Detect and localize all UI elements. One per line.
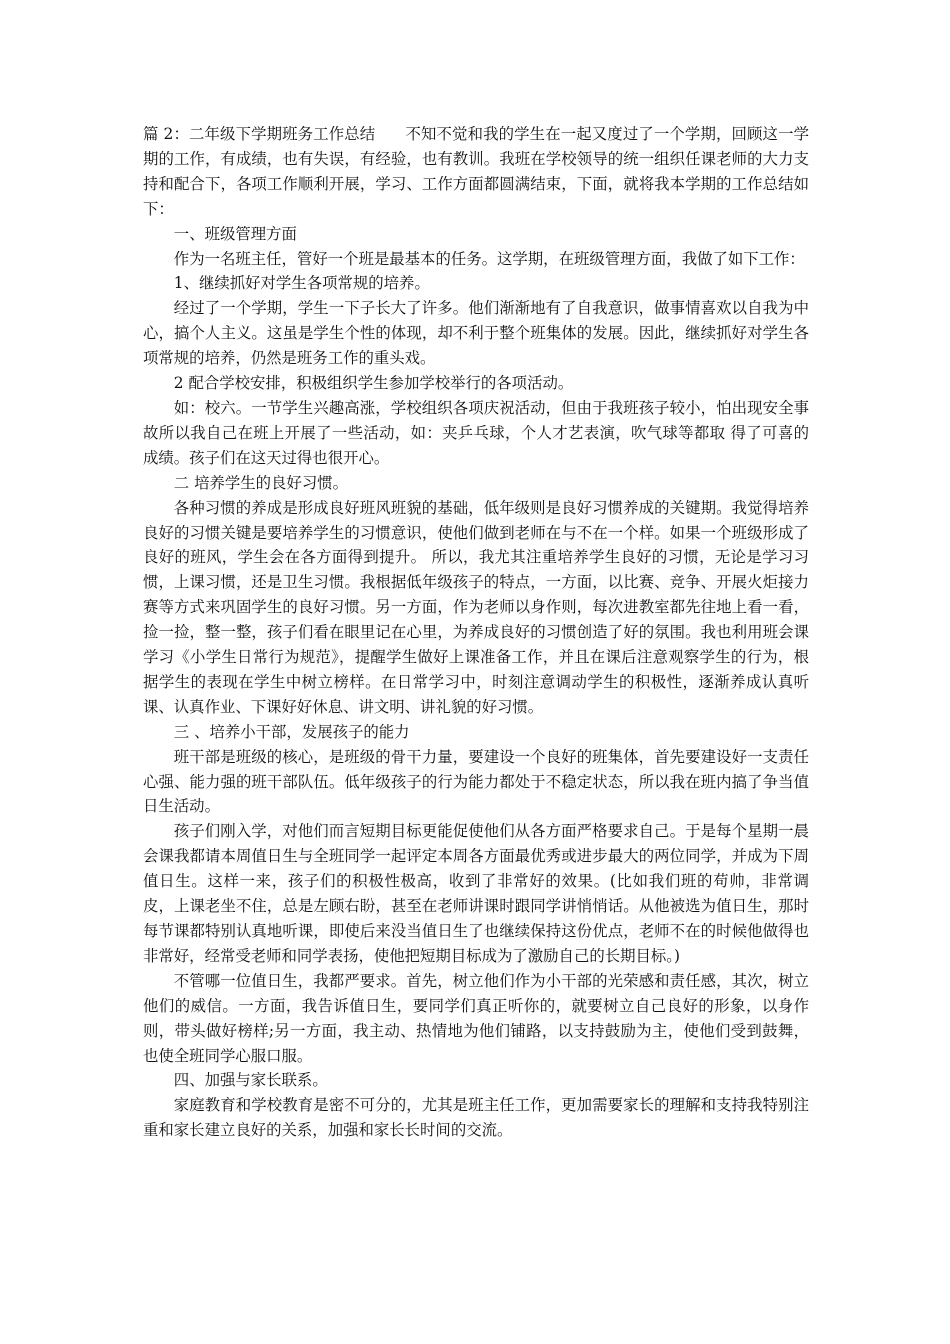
document-first-paragraph <box>143 122 809 222</box>
document-intro: 不知不觉和我的学生在一起又度过了一个学期，回顾这一学期的工作，有成绩，也有失误，有经验，也有教训。我班在学校领导的统一组织任课老师的大力支持和配合下，各项工作顺利开展，学习、工作方面都圆满结束，下面，就将我本学期的工作总结如下： <box>143 125 809 218</box>
paragraph: 作为一名班主任，管好一个班是最基本的任务。这学期，在班级管理方面，我做了如下工作： <box>173 249 805 268</box>
subheading-activities: 2 配合学校安排，积极组织学生参加学校举行的各项活动。 <box>173 374 574 393</box>
document-title: 篇 2：二年级下学期班务工作总结 <box>143 125 376 143</box>
section-heading-class-leaders: 三 、培养小干部，发展孩子的能力 <box>173 722 410 741</box>
section-heading-class-management: 一、班级管理方面 <box>173 224 297 243</box>
section-heading-habits: 二 培养学生的良好习惯。 <box>173 473 348 492</box>
section-heading-parents: 四、加强与家长联系。 <box>173 1071 328 1090</box>
paragraph: 不管哪一位值日生，我都严要求。首先，树立他们作为小干部的光荣感和责任感，其次，树立他们的威信。一方面，我告诉值日生，要同学们真正听你的，就要树立自己良好的形象，以身作则，带头做好榜样;另一方面，我主动、热情地为他们铺路，以支持鼓励为主，使他们受到鼓舞，也使全班同学心服口服。 <box>143 971 809 1065</box>
paragraph: 如：校六。一节学生兴趣高涨，学校组织各项庆祝活动，但由于我班孩子较小，怕出现安全事故所以我自己在班上开展了一些活动，如：夹乒乓球，个人才艺表演，吹气球等都取 得了可喜的成绩。孩子们在这天过得也很开心。 <box>143 398 809 467</box>
document-body <box>143 122 809 1143</box>
paragraph: 家庭教育和学校教育是密不可分的，尤其是班主任工作，更加需要家长的理解和支持我特别注重和家长建立良好的关系，加强和家长长时间的交流。 <box>143 1096 809 1140</box>
paragraph: 班干部是班级的核心，是班级的骨干力量，要建设一个良好的班集体，首先要建设好一支责任心强、能力强的班干部队伍。低年级孩子的行为能力都处于不稳定状态，所以我在班内搞了争当值日生活动。 <box>143 747 809 816</box>
paragraph: 经过了一个学期，学生一下子长大了许多。他们渐渐地有了自我意识，做事情喜欢以自我为中心，搞个人主义。这虽是学生个性的体现，却不利于整个班集体的发展。因此，继续抓好对学生各项常规的培养，仍然是班务工作的重头戏。 <box>143 299 809 368</box>
paragraph: 孩子们刚入学，对他们而言短期目标更能促使他们从各方面严格要求自己。于是每个星期一晨会课我都请本周值日生与全班同学一起评定本周各方面最优秀或进步最大的两位同学，并成为下周值日生。这样一来，孩子们的积极性极高，收到了非常好的效果。(比如我们班的苟帅，非常调皮，上课老坐不住，总是左顾右盼，甚至在老师讲课时跟同学讲悄悄话。从他被选为值日生，那时每节课都特别认真地听课，即使后来没当值日生了也继续保持这份优点，老师不在的时候他做得也非常好，经常受老师和同学表扬，使他把短期目标成为了激励自己的长期目标。) <box>143 822 809 965</box>
subheading-routine: 1、继续抓好对学生各项常规的培养。 <box>173 274 430 293</box>
paragraph: 各种习惯的养成是形成良好班风班貌的基础，低年级则是良好习惯养成的关键期。我觉得培养良好的习惯关键是要培养学生的习惯意识，使他们做到老师在与不在一个样。如果一个班级形成了良好的班风，学生会在各方面得到提升。 所以，我尤其注重培养学生良好的习惯，无论是学习习惯，上课习惯，还是卫生习惯。我根据低年级孩子的特点，一方面，以比赛、竞争、开展火炬接力赛等方式来巩固学生的良好习惯。另一方面，作为老师以身作则，每次进教室都先往地上看一看，捡一捡，整一整，孩子们看在眼里记在心里，为养成良好的习惯创造了好的氛围。我也利用班会课学习《小学生日常行为规范》，提醒学生做好上课准备工作，并且在课后注意观察学生的行为，根据学生的表现在学生中树立榜样。在日常学习中，时刻注意调动学生的积极性，逐渐养成认真听课、认真作业、下课好好休息、讲文明、讲礼貌的好习惯。 <box>143 498 809 716</box>
